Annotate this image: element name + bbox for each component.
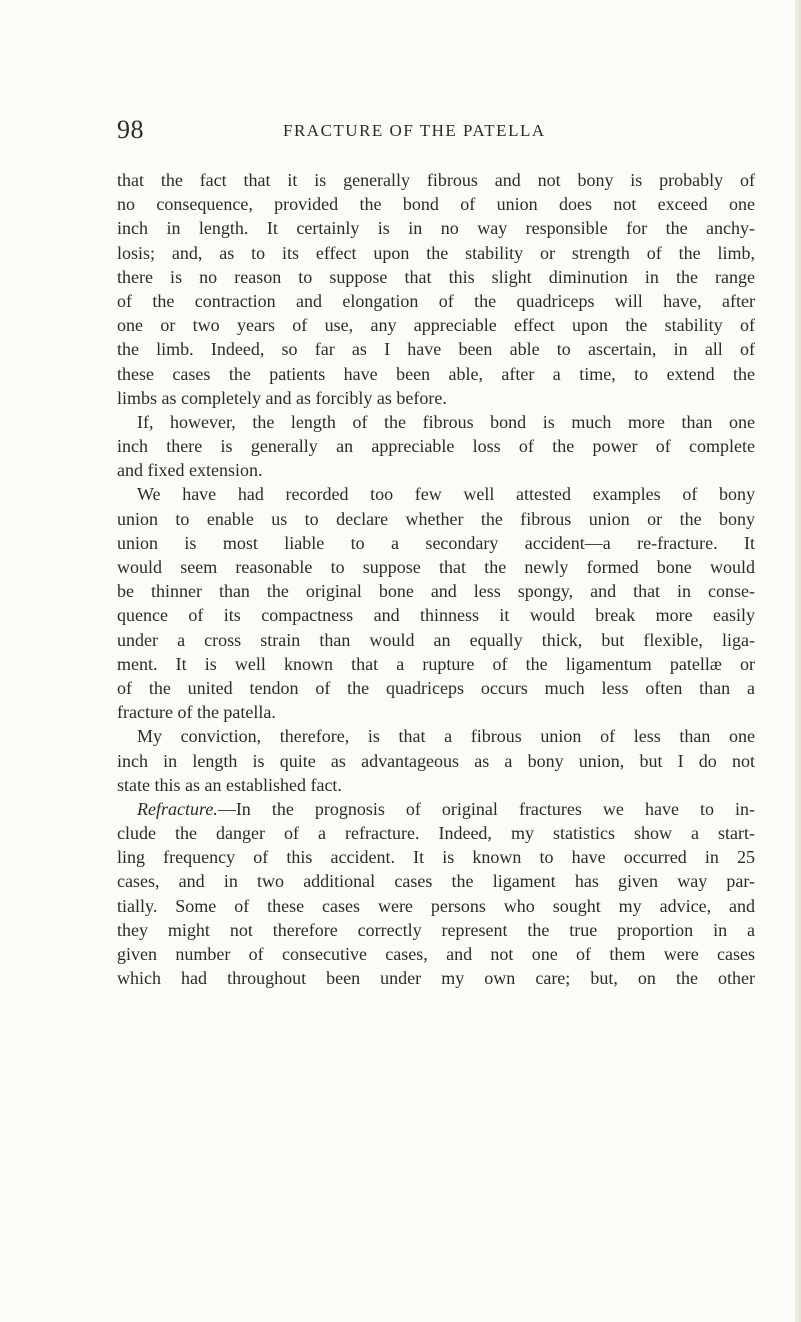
text-line xyxy=(117,507,755,531)
line-text: under a cross strain than would an equally thick, but flexible, liga- xyxy=(117,629,755,650)
section-heading: Refracture. xyxy=(137,798,218,819)
line-text: which had throughout been under my own care; but, on the other xyxy=(117,968,755,989)
text-line xyxy=(117,773,755,797)
line-text: inch in length. It certainly is in no way responsible for the anchy- xyxy=(117,218,755,239)
text-line xyxy=(117,482,755,506)
line-text: tially. Some of these cases were persons who sought my advice, and xyxy=(117,895,755,916)
line-text: ling frequency of this accident. It is known to have occurred in 25 xyxy=(117,847,755,868)
line-text: one or two years of use, any appreciable effect upon the stability of xyxy=(117,315,755,336)
line-text: and fixed extension. xyxy=(117,460,263,481)
page-edge xyxy=(795,0,801,1322)
page-header xyxy=(117,116,757,144)
line-text: there is no reason to suppose that this slight diminution in the range xyxy=(117,266,755,287)
line-text: of the contraction and elongation of the quadriceps will have, after xyxy=(117,290,755,311)
text-line xyxy=(117,313,755,337)
text-line xyxy=(117,337,755,361)
line-text: given number of consecutive cases, and not one of them were cases xyxy=(117,944,755,964)
line-text: would seem reasonable to suppose that the newly formed bone would xyxy=(117,557,755,577)
text-line xyxy=(117,845,755,869)
text-line xyxy=(117,676,755,700)
page-number: 98 xyxy=(117,115,144,144)
text-line xyxy=(117,579,755,603)
text-line xyxy=(117,603,755,627)
line-text: We have had recorded too few well attested examples of bony xyxy=(137,484,755,505)
line-text: fracture of the patella. xyxy=(117,702,276,723)
line-text: losis; and, as to its effect upon the stability or strength of the limb, xyxy=(117,242,755,263)
line-text: be thinner than the original bone and less spongy, and that in conse- xyxy=(117,581,755,602)
body-text xyxy=(117,168,755,990)
text-line xyxy=(117,797,755,821)
line-text: quence of its compactness and thinness it would break more easily xyxy=(117,605,755,626)
line-text: If, however, the length of the fibrous bond is much more than one xyxy=(137,411,755,432)
text-line xyxy=(117,628,755,652)
line-text: union is most liable to a secondary accident—a re-fracture. It xyxy=(117,532,755,553)
line-text: ment. It is well known that a rupture of the ligamentum patellæ or xyxy=(117,653,755,674)
text-line xyxy=(117,894,755,918)
text-line xyxy=(117,386,755,410)
text-line xyxy=(117,241,755,265)
line-text: they might not therefore correctly represent the true proportion in a xyxy=(117,919,755,940)
line-text: cases, and in two additional cases the ligament has given way par- xyxy=(117,871,755,892)
text-line xyxy=(117,192,755,216)
text-line xyxy=(117,821,755,845)
text-line xyxy=(117,918,755,942)
text-line xyxy=(117,410,755,434)
line-text: —In the prognosis of original fractures we have to in- xyxy=(217,798,755,819)
text-line xyxy=(117,652,755,676)
text-line xyxy=(117,531,755,555)
line-text: the limb. Indeed, so far as I have been able to ascertain, in all of xyxy=(117,339,755,360)
line-text: that the fact that it is generally fibrous and not bony is probably of xyxy=(117,170,755,190)
line-text: these cases the patients have been able, after a time, to extend the xyxy=(117,363,755,384)
text-line xyxy=(117,749,755,773)
text-line xyxy=(117,216,755,240)
line-text: union to enable us to declare whether the fibrous union or the bony xyxy=(117,508,755,529)
line-text: no consequence, provided the bond of union does not exceed one xyxy=(117,194,755,215)
text-line xyxy=(117,555,755,579)
running-title: FRACTURE OF THE PATELLA xyxy=(283,121,546,140)
text-line xyxy=(117,942,755,966)
text-line xyxy=(117,724,755,748)
text-line xyxy=(117,966,755,990)
text-line xyxy=(117,168,755,192)
line-text: inch in length is quite as advantageous as a bony union, but I do not xyxy=(117,750,755,771)
line-text: inch there is generally an appreciable loss of the power of complete xyxy=(117,436,755,457)
text-line xyxy=(117,434,755,458)
text-line xyxy=(117,458,755,482)
line-text: of the united tendon of the quadriceps occurs much less often than a xyxy=(117,677,755,698)
line-text: clude the danger of a refracture. Indeed, my statistics show a start- xyxy=(117,823,755,844)
text-line xyxy=(117,289,755,313)
line-text: limbs as completely and as forcibly as before. xyxy=(117,387,447,408)
text-line xyxy=(117,265,755,289)
text-line xyxy=(117,700,755,724)
text-line xyxy=(117,869,755,893)
line-text: My conviction, therefore, is that a fibrous union of less than one xyxy=(137,726,755,747)
line-text: state this as an established fact. xyxy=(117,774,342,795)
text-line xyxy=(117,362,755,386)
